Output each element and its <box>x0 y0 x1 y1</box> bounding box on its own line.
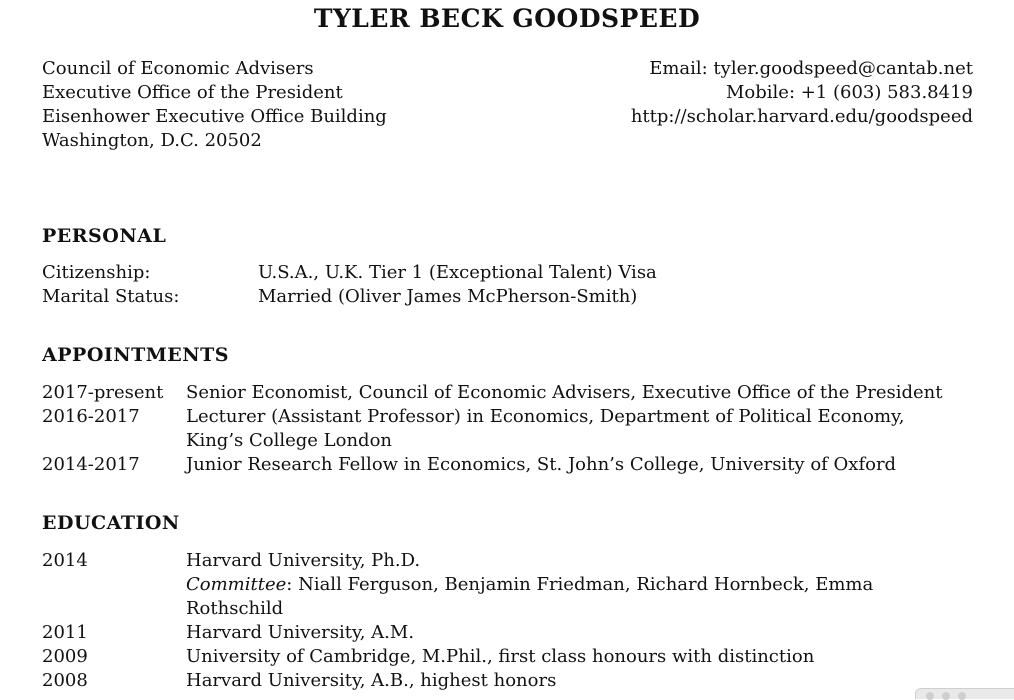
education-text: Harvard University, A.M. <box>186 622 415 643</box>
website-link[interactable]: http://scholar.harvard.edu/goodspeed <box>630 106 973 127</box>
committee-text <box>186 573 873 597</box>
education-text: Harvard University, A.B., highest honors <box>186 670 557 691</box>
address-line: Council of Economic Advisers <box>42 58 314 79</box>
appointment-year: 2016-2017 <box>42 406 140 427</box>
email-line: Email: tyler.goodspeed@cantab.net <box>649 58 973 79</box>
committee-label: Committee <box>186 574 287 595</box>
section-title-education: EDUCATION <box>42 512 180 534</box>
appointment-year: 2014-2017 <box>42 454 140 475</box>
education-year: 2008 <box>42 670 88 691</box>
appointment-text: Lecturer (Assistant Professor) in Economics, Department of Political Economy, <box>186 406 905 427</box>
address-line: Executive Office of the President <box>42 82 343 103</box>
address-block <box>42 57 387 153</box>
appointment-text: King’s College London <box>186 430 393 451</box>
personal-value: U.S.A., U.K. Tier 1 (Exceptional Talent) Visa <box>258 262 657 283</box>
section-title-appointments: APPOINTMENTS <box>42 344 230 366</box>
appointment-text: Senior Economist, Council of Economic Advisers, Executive Office of the President <box>186 382 943 403</box>
address-line: Eisenhower Executive Office Building <box>42 106 387 127</box>
personal-value: Married (Oliver James McPherson-Smith) <box>258 286 638 307</box>
cv-name-heading: TYLER BECK GOODSPEED <box>313 4 701 33</box>
viewer-corner-widget <box>915 688 1014 699</box>
education-text: Harvard University, Ph.D. <box>186 550 421 571</box>
personal-label: Citizenship: <box>42 262 151 283</box>
appointment-text: Junior Research Fellow in Economics, St. John’s College, University of Oxford <box>186 454 897 475</box>
section-title-personal: PERSONAL <box>42 225 167 247</box>
personal-label: Marital Status: <box>42 286 180 307</box>
appointment-year: 2017-present <box>42 382 164 403</box>
mobile-line: Mobile: +1 (603) 583.8419 <box>725 82 973 103</box>
contact-block <box>631 57 973 129</box>
education-text: University of Cambridge, M.Phil., first class honours with distinction <box>186 646 815 667</box>
committee-members: : Niall Ferguson, Benjamin Friedman, Richard Hornbeck, Emma <box>286 574 874 595</box>
education-year: 2009 <box>42 646 88 667</box>
education-year: 2011 <box>42 622 88 643</box>
education-year: 2014 <box>42 550 88 571</box>
education-text: Rothschild <box>186 598 284 619</box>
address-line: Washington, D.C. 20502 <box>42 130 262 151</box>
